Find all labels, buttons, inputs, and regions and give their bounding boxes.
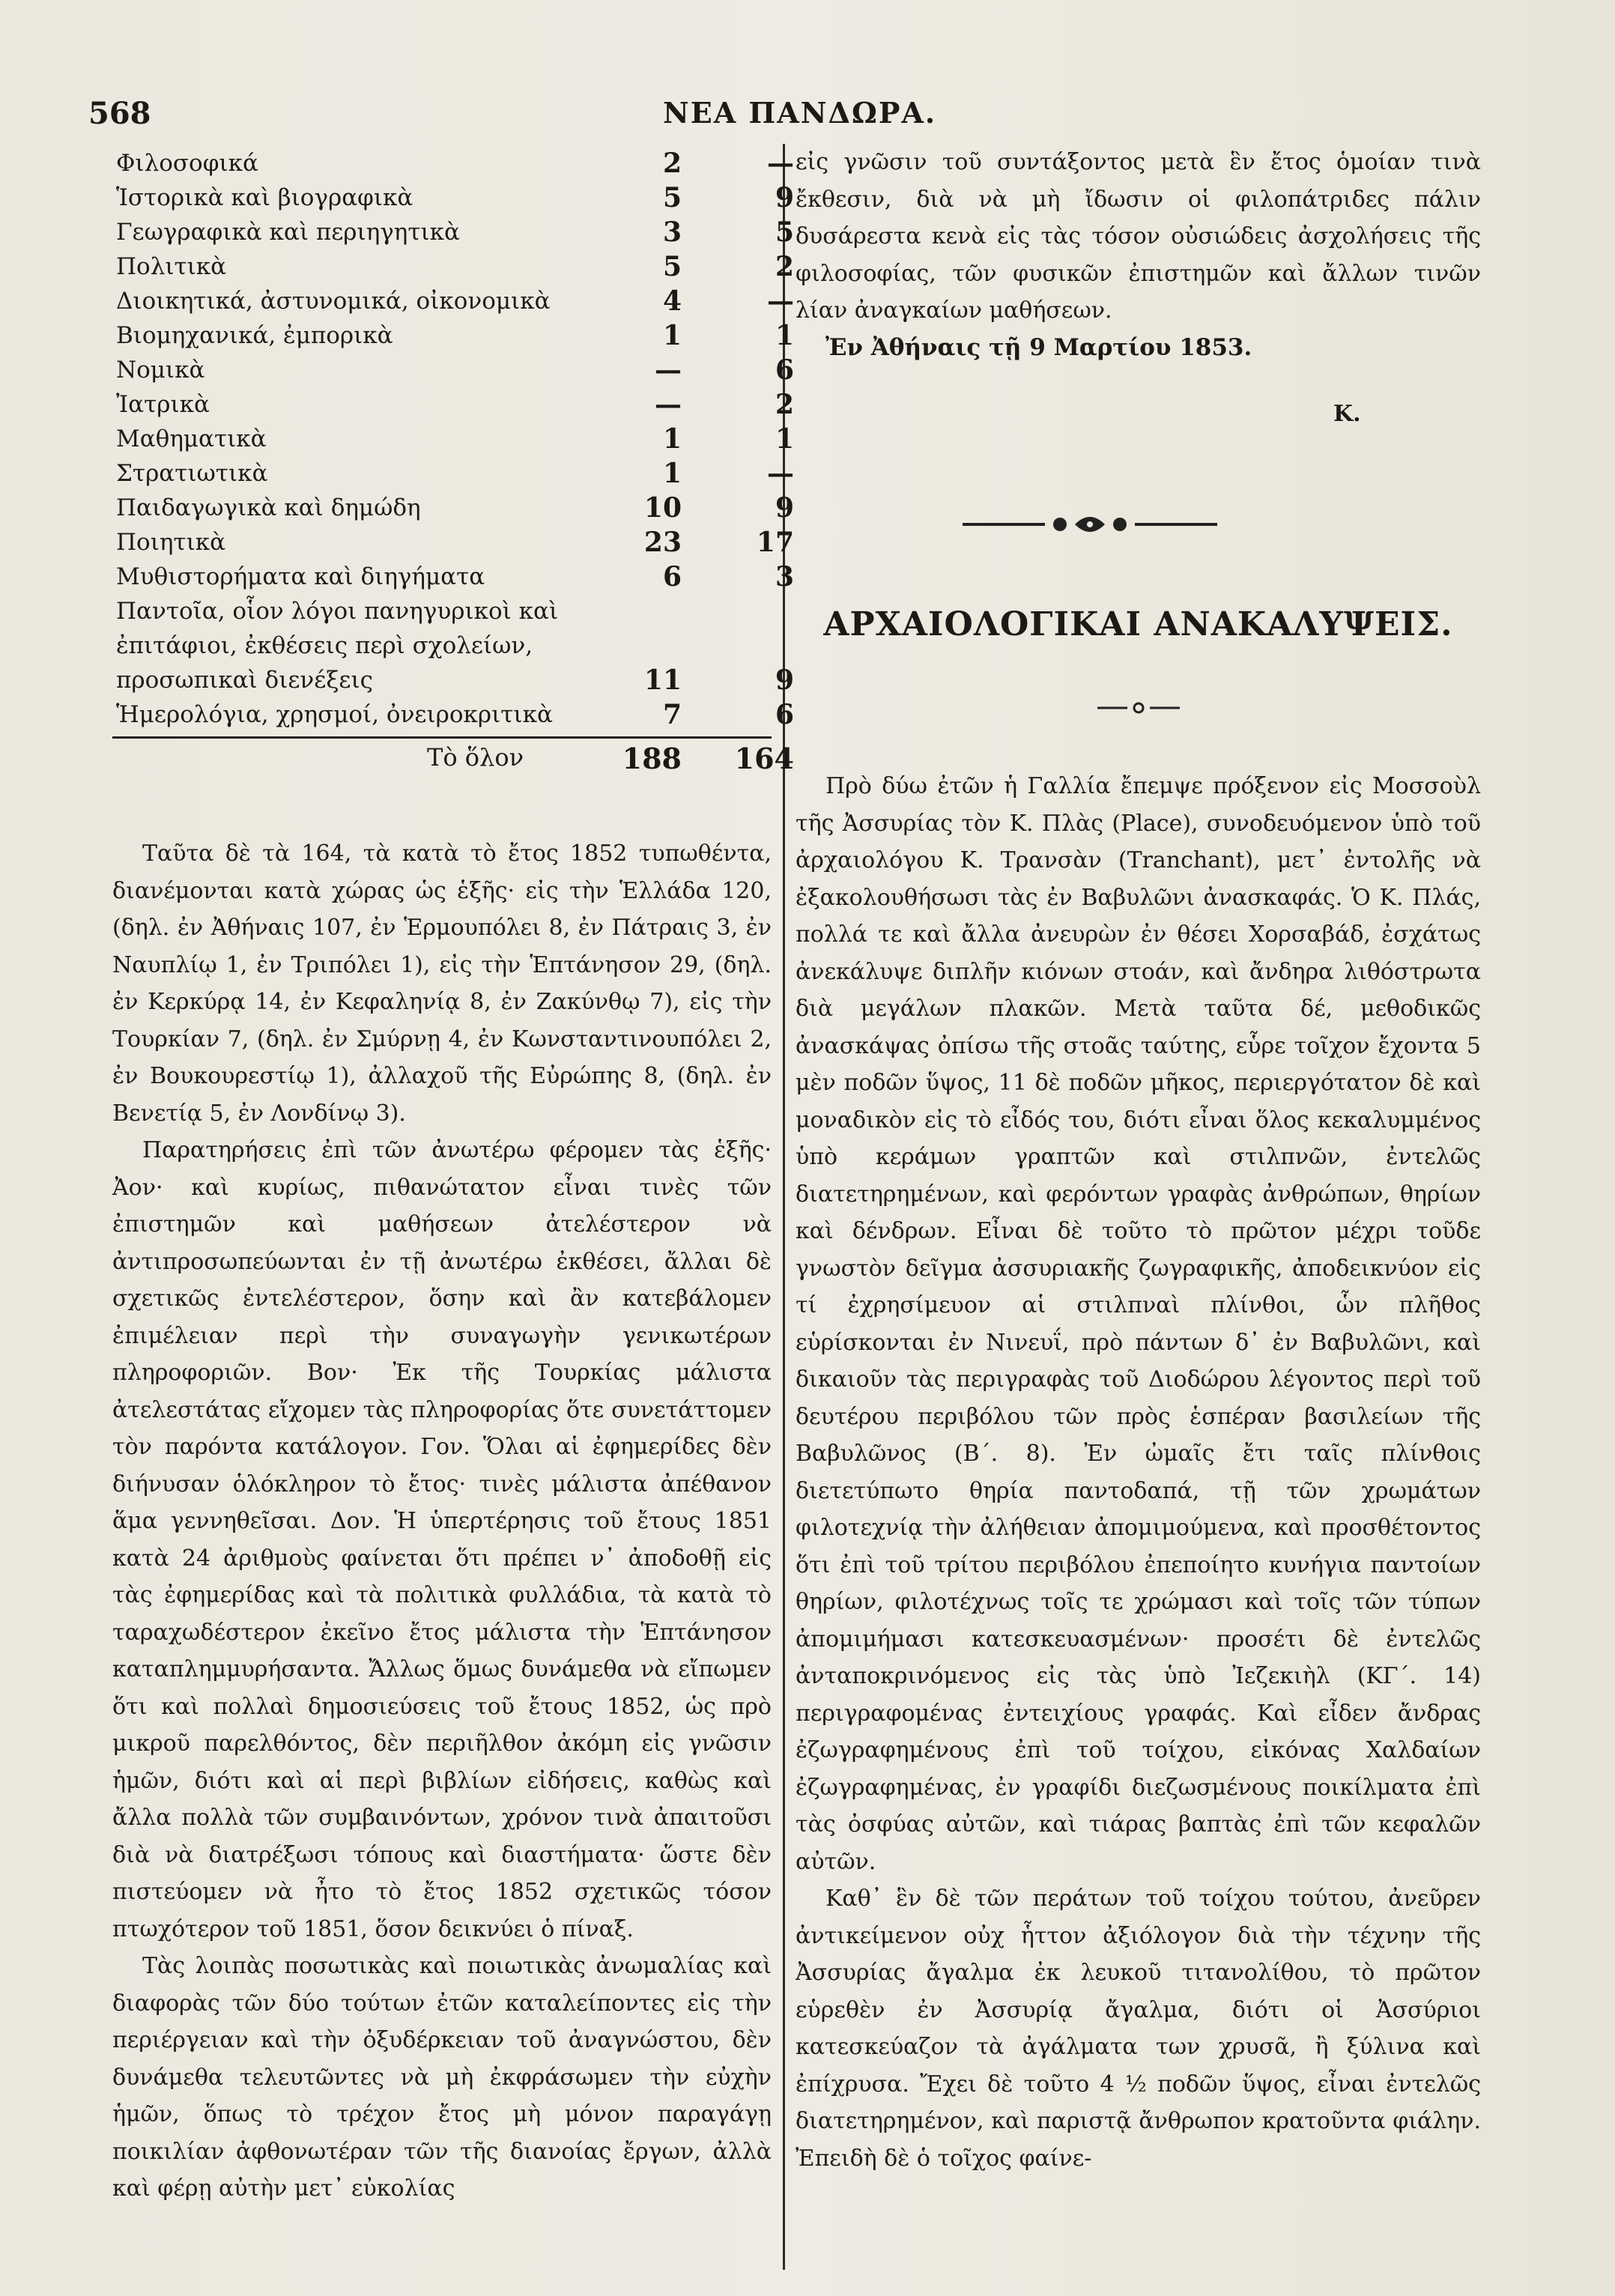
statistics-value-1851: 2 — [662, 148, 682, 179]
statistics-row — [112, 594, 772, 628]
statistics-total-row — [112, 736, 794, 781]
statistics-row-label: Ποιητικὰ — [116, 529, 226, 556]
statistics-value-1852: 17 — [756, 527, 794, 558]
statistics-row — [112, 284, 794, 318]
statistics-row — [112, 146, 794, 181]
statistics-value-1851: 6 — [662, 561, 682, 593]
statistics-row — [112, 456, 794, 491]
statistics-row-label: Διοικητικά, ἀστυνομικά, οἰκονομικὰ — [116, 288, 551, 315]
statistics-row — [112, 491, 794, 525]
statistics-row-label: Ἡμερολόγια, χρησμοί, ὀνειροκριτικὰ — [116, 701, 553, 728]
statistics-value-1851: 10 — [643, 492, 682, 524]
statistics-value-1851: 4 — [662, 285, 682, 317]
statistics-value-1852: 9 — [775, 492, 794, 524]
statistics-value-1852: 9 — [775, 664, 794, 696]
page-number: 568 — [88, 96, 151, 131]
statistics-value-1851: 3 — [662, 216, 682, 248]
statistics-value-1852: 2 — [775, 251, 794, 282]
continuation-paragraph: εἰς γνῶσιν τοῦ συντάξοντος μετὰ ἓν ἔτος ὁμοίαν τινὰ ἔκθεσιν, διὰ νὰ μὴ ἴδωσιν οἱ φιλοπάτριδες πάλιν δυσάρεστα κενὰ εἰς τὰς τόσον οὐσιώδεις ἀσχολήσεις τῆς φιλοσοφίας, τῶν φυσικῶν ἐπιστημῶν καὶ ἄλλων τινῶν λίαν ἀναγκαίων μαθήσεων. — [796, 149, 1481, 324]
statistics-row — [112, 181, 794, 215]
publication-statistics-table — [112, 146, 794, 781]
statistics-row — [112, 353, 794, 387]
statistics-value-1851: 11 — [643, 664, 682, 696]
statistics-value-1852: 9 — [775, 182, 794, 213]
statistics-row-label: προσωπικαὶ διενέξεις — [116, 667, 373, 694]
statistics-row-label: Παιδαγωγικὰ καὶ δημώδη — [116, 494, 421, 521]
statistics-row-label: Μαθηματικὰ — [116, 425, 267, 452]
statistics-row — [112, 249, 794, 284]
statistics-row-label: Βιομηχανικά, ἐμπορικὰ — [116, 322, 393, 349]
section-divider-icon — [1097, 700, 1180, 715]
statistics-row — [112, 628, 772, 663]
statistics-row-label: Νομικὰ — [116, 357, 205, 384]
statistics-row — [112, 525, 794, 560]
statistics-row — [112, 318, 794, 353]
article-paragraph: Καθ᾽ ἓν δὲ τῶν περάτων τοῦ τοίχου τούτου, ἀνεῦρεν ἀντικείμενον οὐχ ἧττον ἀξιόλογον διὰ τὴν τέχνην τῆς Ἀσσυρίας ἄγαλμα ἐκ λευκοῦ τιτανολίθου, τὸ πρῶτον εὑρεθὲν ἐν Ἀσσυρίᾳ ἄγαλμα, διότι οἱ Ἀσσύριοι κατεσκεύαζον τὰ ἀγάλματα των χρυσᾶ, ἢ ξύλινα καὶ ἐπίχρυσα. Ἔχει δὲ τοῦτο 4 ½ ποδῶν ὕψος, εἶναι ἐντελῶς διατετηρημένον, καὶ παριστᾷ ἄνθρωπον κρατοῦντα φιάλην. Ἐπειδὴ δὲ ὁ τοῖχος φαίνε- — [796, 1885, 1481, 2172]
statistics-value-1852: — — [767, 285, 794, 317]
statistics-value-1852: 2 — [775, 389, 794, 420]
statistics-row-label: Μυθιστορήματα καὶ διηγήματα — [116, 563, 485, 590]
statistics-row — [112, 422, 794, 456]
dateline: Ἐν Ἀθήναις τῇ 9 Μαρτίου 1853. — [825, 333, 1252, 361]
distribution-paragraph: Ταῦτα δὲ τὰ 164, τὰ κατὰ τὸ ἔτος 1852 τυπωθέντα, διανέμονται κατὰ χώρας ὡς ἑξῆς· εἰς τὴν Ἑλλάδα 120, (δηλ. ἐν Ἀθήναις 107, ἐν Ἑρμουπόλει 8, ἐν Πάτραις 3, ἐν Ναυπλίῳ 1, ἐν Τριπόλει 1), εἰς τὴν Ἑπτάνησον 29, (δηλ. ἐν Κερκύρᾳ 14, ἐν Κεφαληνίᾳ 8, ἐν Ζακύνθῳ 7), εἰς τὴν Τουρκίαν 7, (δηλ. ἐν Σμύρνῃ 4, ἐν Κωνσταντινουπόλει 2, ἐν Βουκουρεστίῳ 1), ἀλλαχοῦ τῆς Εὐρώπης 8, (δηλ. ἐν Βενετίᾳ 5, ἐν Λονδίνῳ 3). — [112, 840, 772, 1127]
statistics-total-1851: 188 — [622, 742, 682, 775]
statistics-row-label: Γεωγραφικὰ καὶ περιηγητικὰ — [116, 219, 460, 246]
statistics-value-1851: 1 — [662, 320, 682, 351]
statistics-row — [112, 215, 794, 249]
statistics-row-label: Πολιτικὰ — [116, 253, 227, 280]
statistics-total-1852: 164 — [734, 742, 794, 775]
statistics-value-1852: 5 — [775, 216, 794, 248]
statistics-value-1852: 6 — [775, 699, 794, 730]
statistics-row-label: Ἰατρικὰ — [116, 391, 210, 418]
statistics-value-1851: 5 — [662, 182, 682, 213]
statistics-row — [112, 697, 794, 732]
statistics-row-label: ἐπιτάφιοι, ἐκθέσεις περὶ σχολείων, — [116, 632, 533, 659]
ornament-divider-icon — [963, 509, 1217, 539]
statistics-value-1851: 1 — [662, 458, 682, 489]
statistics-value-1852: 6 — [775, 354, 794, 386]
author-signature: Κ. — [1333, 401, 1361, 427]
observations-paragraph: Παρατηρήσεις ἐπὶ τῶν ἀνωτέρω φέρομεν τὰς ἑξῆς· Ἀον· καὶ κυρίως, πιθανώτατον εἶναι τινὲς τῶν ἐπιστημῶν καὶ μαθήσεων ἀτελέστερον νὰ ἀντιπροσωπεύωνται ἐν τῇ ἀνωτέρω ἐκθέσει, ἄλλαι δὲ σχετικῶς ἐντελέστερον, ὅσην καὶ ἂν κατεβάλομεν ἐπιμέλειαν περὶ τὴν συναγωγὴν γενικωτέρων πληροφοριῶν. Βον· Ἐκ τῆς Τουρκίας μάλιστα ἀτελεστάτας εἴχομεν τὰς πληροφορίας ὅτε συνετάττομεν τὸν παρόντα κατάλογον. Γον. Ὅλαι αἱ ἐφημερίδες δὲν διήνυσαν ὁλόκληρον τὸ ἔτος· τινὲς μάλιστα ἀπέθανον ἅμα γεννηθεῖσαι. Δον. Ἡ ὑπερτέρησις τοῦ ἔτους 1851 κατὰ 24 ἀριθμοὺς φαίνεται ὅτι πρέπει ν᾽ ἀποδοθῇ εἰς τὰς ἐφημερίδας καὶ τὰ πολιτικὰ φυλλάδια, τὰ κατὰ τὸ ταραχωδέστερον ἐκεῖνο ἔτος μάλιστα τὴν Ἑπτάνησον καταπλημμυρήσαντα. Ἄλλως ὅμως δυνάμεθα νὰ εἴπωμεν ὅτι καὶ πολλαὶ δημοσιεύσεις τοῦ ἔτους 1852, ὡς πρὸ μικροῦ παρελθόντος, δὲν περιῆλθον ἀκόμη εἰς γνῶσιν ἡμῶν, διότι καὶ αἱ περὶ βιβλίων εἰδήσεις, καθὼς καὶ ἄλλα πολλὰ τῶν συμβαινόντων, χρόνον τινὰ ἀπαιτοῦσι διὰ νὰ διατρέξωσι τόπους καὶ διαστήματα· ὥστε δὲν πιστεύομεν νὰ ἦτο τὸ ἔτος 1852 σχετικῶς τόσον πτωχότερον τοῦ 1851, ὅσον δεικνύει ὁ πίναξ. — [112, 1137, 772, 1942]
right-column-article — [796, 768, 1481, 2177]
statistics-value-1852: — — [767, 458, 794, 489]
statistics-value-1851: 1 — [662, 423, 682, 455]
statistics-total-label: Τὸ ὅλον — [427, 743, 524, 772]
statistics-value-1852: 1 — [775, 423, 794, 455]
statistics-row-label: Φιλοσοφικά — [116, 150, 258, 177]
right-column-top — [796, 144, 1481, 366]
statistics-row — [112, 560, 794, 594]
statistics-value-1852: — — [767, 148, 794, 179]
statistics-value-1852: 3 — [775, 561, 794, 593]
statistics-value-1851: 23 — [643, 527, 682, 558]
statistics-row-label: Στρατιωτικὰ — [116, 460, 268, 487]
statistics-value-1851: — — [655, 389, 682, 420]
statistics-row-label: Ἱστορικὰ καὶ βιογραφικὰ — [116, 184, 413, 211]
left-column-text — [112, 835, 772, 2208]
journal-title: ΝΕΑ ΠΑΝΔΩΡΑ. — [663, 96, 937, 130]
statistics-value-1852: 1 — [775, 320, 794, 351]
closing-paragraph: Τὰς λοιπὰς ποσωτικὰς καὶ ποιωτικὰς ἀνωμαλίας καὶ διαφορὰς τῶν δύο τούτων ἐτῶν καταλείποντες εἰς τὴν περιέργειαν καὶ τὴν ὀξυδέρκειαν τοῦ ἀναγνώστου, δὲν δυνάμεθα τελευτῶντες νὰ μὴ ἐκφράσωμεν τὴν εὐχὴν ἡμῶν, ὅπως τὸ τρέχον ἔτος μὴ μόνον παραγάγῃ ποικιλίαν ἀφθονωτέραν τῶν τῆς διανοίας ἔργων, ἀλλὰ καὶ φέρῃ αὐτὴν μετ᾽ εὐκολίας — [112, 1953, 772, 2202]
statistics-value-1851: — — [655, 354, 682, 386]
statistics-row — [112, 663, 794, 697]
statistics-row-label: Παντοῖα, οἷον λόγοι πανηγυρικοὶ καὶ — [116, 598, 559, 625]
statistics-value-1851: 7 — [662, 699, 682, 730]
statistics-row — [112, 387, 794, 422]
section-title: ΑΡΧΑΙΟΛΟΓΙΚΑΙ ΑΝΑΚΑΛΥΨΕΙΣ. — [823, 605, 1453, 643]
statistics-value-1851: 5 — [662, 251, 682, 282]
article-paragraph: Πρὸ δύω ἐτῶν ἡ Γαλλία ἔπεμψε πρόξενον εἰς Μοσσοὺλ τῆς Ἀσσυρίας τὸν Κ. Πλὰς (Place), συνοδευόμενον ὑπὸ τοῦ ἀρχαιολόγου Κ. Τρανσὰν (Tranchant), μετ᾽ ἐντολῆς νὰ ἐξακολουθήσωσι τὰς ἐν Βαβυλῶνι ἀνασκαφάς. Ὁ Κ. Πλάς, πολλά τε καὶ ἄλλα ἀνευρὼν ἐν θέσει Χορσαβάδ, ἐσχάτως ἀνεκάλυψε διπλῆν κιόνων στοάν, καὶ ἄνδηρα λιθόστρωτα διὰ μεγάλων πλακῶν. Μετὰ ταῦτα δέ, μεθοδικῶς ἀνασκάψας ὀπίσω τῆς στοᾶς ταύτης, εὗρε τοῖχον ἔχοντα 5 μὲν ποδῶν ὕψος, 11 δὲ ποδῶν μῆκος, περιεργότατον δὲ καὶ μοναδικὸν εἰς τὸ εἶδός του, διότι εἶναι ὅλος κεκαλυμμένος ὑπὸ κεράμων γραπτῶν καὶ στιλπνῶν, ἐντελῶς διατετηρημένων, καὶ φερόντων γραφὰς ἀνθρώπων, θηρίων καὶ δένδρων. Εἶναι δὲ τοῦτο τὸ πρῶτον μέχρι τοῦδε γνωστὸν δεῖγμα ἀσσυριακῆς ζωγραφικῆς, ἀποδεικνύον εἰς τί ἐχρησίμευον αἱ στιλπναὶ πλίνθοι, ὧν πλῆθος εὑρίσκονται ἐν Νινευΐ, πρὸ πάντων δ᾽ ἐν Βαβυλῶνι, καὶ δικαιοῦν τὰς περιγραφὰς τοῦ Διοδώρου λέγοντος περὶ τοῦ δευτέρου περιβόλου τῶν πρὸς ἑσπέραν βασιλείων τῆς Βαβυλῶνος (Β΄. 8). Ἐν ὠμαῖς ἔτι ταῖς πλίνθοις διετετύπωτο θηρία παντοδαπά, τῇ τῶν χρωμάτων φιλοτεχνίᾳ τὴν ἀλήθειαν ἀπομιμούμενα, καὶ προσθέτοντος ὅτι ἐπὶ τοῦ τρίτου περιβόλου ἐπεποίητο κυνήγια παντοίων θηρίων, φιλοτέχνως τοῖς τε χρώμασι καὶ τοῖς τῶν τύπων ἀπομιμήμασι κατεσκευασμένων· προσέτι δὲ ἐντελῶς ἀνταποκρινόμενος εἰς τὰς ὑπὸ Ἰεζεκιὴλ (ΚΓ΄. 14) περιγραφομένας ἐντειχίους γραφάς. Καὶ εἶδεν ἄνδρας ἐζωγραφημένους ἐπὶ τοῦ τοίχου, εἰκόνας Χαλδαίων ἐζωγραφημένας, ἐν γραφίδι διεζωσμένους ποικίλματα ἐπὶ τὰς ὀσφύας αὐτῶν, καὶ τιάρας βαπτὰς ἐπὶ τῶν κεφαλῶν αὐτῶν. — [796, 773, 1481, 1875]
